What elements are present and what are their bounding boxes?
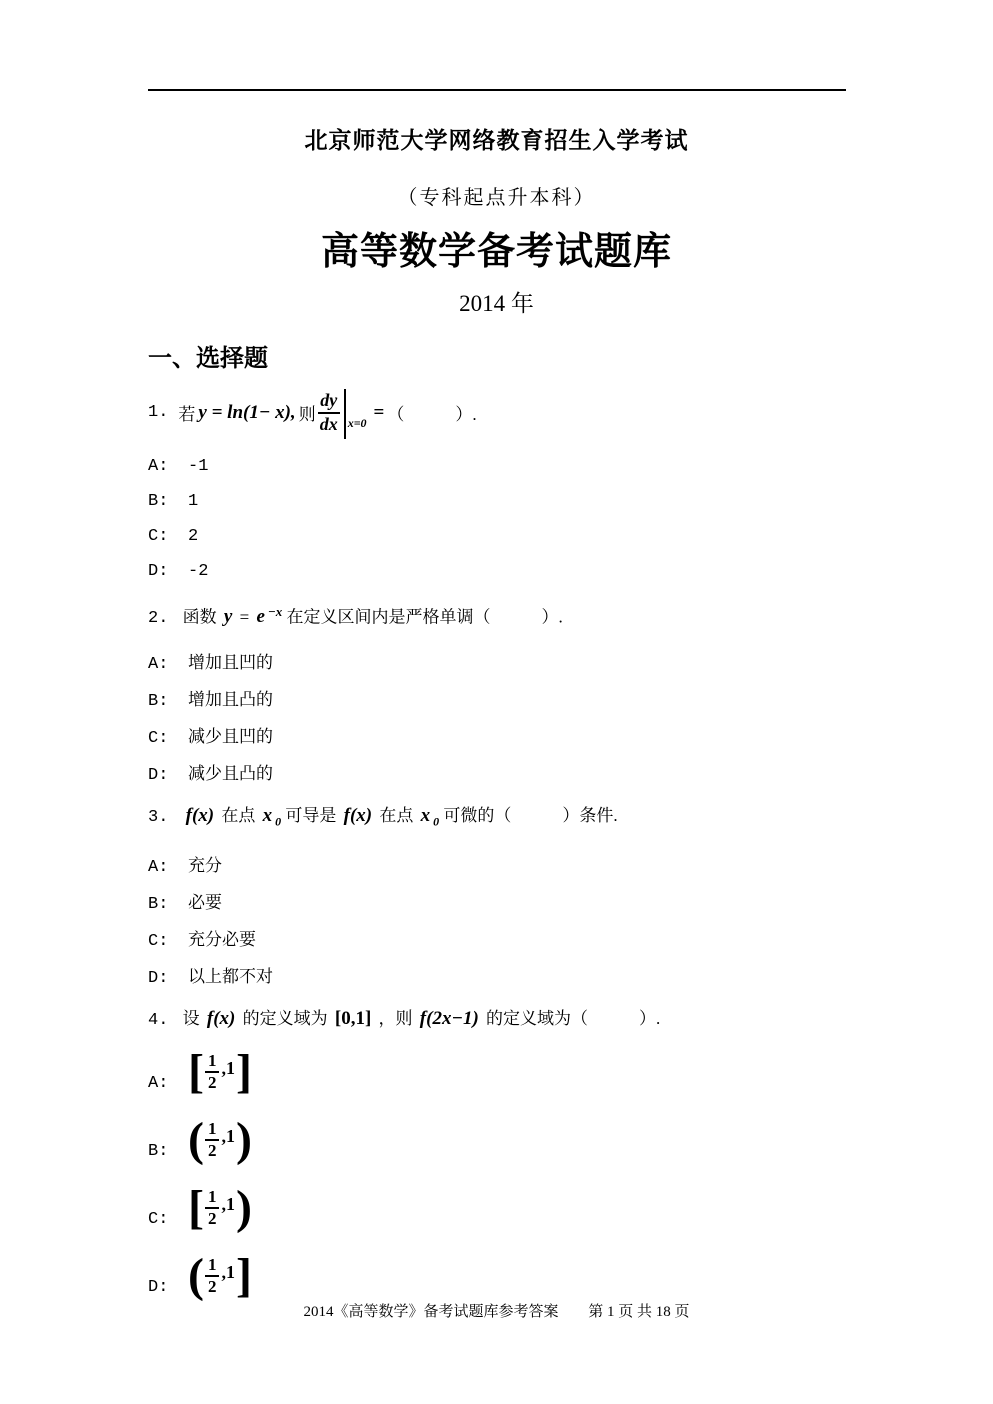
formula-equals-sign: = xyxy=(373,401,385,423)
evaluation-bar xyxy=(344,389,346,439)
interval-upper-bound: ,1 xyxy=(221,1262,235,1283)
option-text: 以上都不对 xyxy=(188,966,273,986)
interval-fraction xyxy=(205,1255,220,1296)
question-3-text-3: 在点 xyxy=(379,806,414,826)
option-text: 必要 xyxy=(188,892,222,912)
option-label: A: xyxy=(148,857,169,877)
question-2-option-a xyxy=(148,653,883,675)
footer-title: 2014《高等数学》备考试题库参考答案 xyxy=(303,1304,559,1320)
question-3-option-c xyxy=(148,930,883,952)
fraction-denominator: 2 xyxy=(205,1139,220,1161)
question-3-option-a xyxy=(148,856,883,878)
option-label: B: xyxy=(148,491,169,511)
question-4-option-a xyxy=(148,1039,883,1101)
option-label: C: xyxy=(148,931,169,951)
interval-right-delimiter: ) xyxy=(235,1112,252,1166)
doc-title: 北京师范大学网络教育招生入学考试 xyxy=(304,128,689,154)
option-text: 增加且凹的 xyxy=(188,653,273,673)
formula-x0: x xyxy=(262,805,273,827)
question-1-answer-blank: （ ）. xyxy=(387,405,477,425)
option-text: -2 xyxy=(188,561,209,581)
option-text: 减少且凹的 xyxy=(188,727,273,747)
question-4-text-2: 的定义域为 xyxy=(242,1008,328,1028)
doc-subtitle: （专科起点升本科） xyxy=(397,186,596,209)
option-label: B: xyxy=(148,692,169,712)
question-1-text-before: 若 xyxy=(178,405,196,425)
question-4-text-4: 的定义域为（ ）. xyxy=(486,1008,661,1028)
option-label: D: xyxy=(148,1277,169,1297)
option-label: B: xyxy=(148,1141,169,1161)
formula-e: e xyxy=(256,606,265,628)
option-text: 充分 xyxy=(188,855,222,875)
page-footer xyxy=(0,1300,993,1321)
question-4-option-d xyxy=(148,1243,883,1305)
option-label: C: xyxy=(148,1209,169,1229)
option-label: D: xyxy=(148,968,169,988)
question-2-option-b xyxy=(148,690,883,712)
question-2-option-c xyxy=(148,727,883,749)
interval-left-delimiter: [ xyxy=(188,1180,204,1234)
question-3-text-4: 可微的（ ）条件. xyxy=(443,806,618,826)
question-4-number: 4. xyxy=(148,1010,169,1030)
option-text: 增加且凸的 xyxy=(188,690,273,710)
fraction-denominator: 2 xyxy=(205,1207,220,1229)
option-text: 充分必要 xyxy=(188,929,256,949)
question-2-option-d xyxy=(148,764,883,786)
question-1-option-d xyxy=(148,562,883,582)
doc-main-title: 高等数学备考试题库 xyxy=(320,228,672,273)
formula-x0-subscript: 0 xyxy=(275,814,282,829)
question-4-option-c xyxy=(148,1175,883,1237)
question-2 xyxy=(148,596,883,636)
fraction-numerator: 1 xyxy=(207,1187,217,1207)
interval-left-delimiter: [ xyxy=(188,1044,204,1098)
option-label: A: xyxy=(148,456,169,476)
fraction-denominator: 2 xyxy=(205,1275,220,1297)
question-2-text-before: 函数 xyxy=(182,607,217,627)
option-label: C: xyxy=(148,729,169,749)
interval-expression xyxy=(188,1179,252,1237)
interval-fraction xyxy=(205,1119,220,1160)
header-rule xyxy=(148,89,846,91)
formula-f-of-x: f(x) xyxy=(206,1007,236,1029)
question-1-option-a xyxy=(148,457,883,477)
fraction-numerator: 1 xyxy=(207,1119,217,1139)
option-label: A: xyxy=(148,655,169,675)
question-3-text-2: 可导是 xyxy=(285,806,337,826)
question-3 xyxy=(148,800,883,837)
interval-left-delimiter: ( xyxy=(188,1112,204,1166)
option-label: A: xyxy=(148,1073,169,1093)
interval-fraction xyxy=(205,1187,220,1228)
fraction-numerator: 1 xyxy=(207,1255,217,1275)
interval-right-delimiter: ) xyxy=(235,1180,252,1234)
interval-fraction xyxy=(205,1051,220,1092)
formula-exponent: −x xyxy=(267,603,283,619)
question-1-number: 1. xyxy=(148,403,169,423)
question-3-text-1: 在点 xyxy=(221,806,256,826)
interval-upper-bound: ,1 xyxy=(221,1058,235,1079)
fraction-numerator: dy xyxy=(320,390,338,411)
section-heading: 一、选择题 xyxy=(148,343,268,372)
question-4-text-1: 设 xyxy=(182,1008,200,1028)
fraction-numerator: 1 xyxy=(207,1051,217,1071)
formula-x0-subscript: 0 xyxy=(433,814,440,829)
doc-year: 2014 年 xyxy=(459,291,534,317)
question-4 xyxy=(148,1003,883,1037)
option-text: 2 xyxy=(188,526,199,546)
option-label: C: xyxy=(148,526,169,546)
evaluation-subscript: x=0 xyxy=(347,415,367,430)
evaluation-bar-wrap xyxy=(344,387,367,439)
formula-f-of-x: f(x) xyxy=(185,805,215,827)
document-body xyxy=(0,344,993,1305)
question-1-option-b xyxy=(148,492,883,512)
interval-expression xyxy=(188,1247,252,1305)
formula-dy-dx-fraction xyxy=(318,390,340,435)
question-1-option-c xyxy=(148,527,883,547)
fraction-denominator: 2 xyxy=(205,1071,220,1093)
option-label: D: xyxy=(148,766,169,786)
question-1 xyxy=(148,387,883,439)
option-text: 1 xyxy=(188,491,199,511)
footer-page-number: 第 1 页 共 18 页 xyxy=(588,1304,690,1320)
formula-equals-sign: = xyxy=(239,607,250,627)
interval-left-delimiter: ( xyxy=(188,1248,204,1302)
option-label: D: xyxy=(148,561,169,581)
question-4-text-3: ，则 xyxy=(378,1008,413,1028)
interval-upper-bound: ,1 xyxy=(221,1194,235,1215)
question-3-option-d xyxy=(148,967,883,989)
formula-x0: x xyxy=(420,805,431,827)
formula-f-of-x: f(x) xyxy=(343,805,373,827)
interval-expression xyxy=(188,1043,252,1101)
interval-upper-bound: ,1 xyxy=(221,1126,235,1147)
question-2-number: 2. xyxy=(148,609,169,629)
question-3-number: 3. xyxy=(148,808,169,828)
interval-right-delimiter: ] xyxy=(235,1248,252,1302)
formula-f-of-2x-minus-1: f(2x−1) xyxy=(419,1007,479,1029)
formula-y-ln: y = ln(1− x), xyxy=(198,401,296,423)
document-header xyxy=(0,0,993,318)
formula-y: y xyxy=(223,606,233,628)
question-4-option-b xyxy=(148,1107,883,1169)
interval-expression xyxy=(188,1111,252,1169)
option-text: 减少且凸的 xyxy=(188,764,273,784)
option-text: -1 xyxy=(188,456,209,476)
question-3-option-b xyxy=(148,893,883,915)
interval-right-delimiter: ] xyxy=(235,1044,252,1098)
option-label: B: xyxy=(148,894,169,914)
question-2-text-after: 在定义区间内是严格单调（ ）. xyxy=(286,607,563,627)
fraction-denominator: dx xyxy=(319,413,338,434)
formula-domain-interval: [0,1] xyxy=(334,1007,372,1029)
question-1-text-then: 则 xyxy=(298,405,316,425)
